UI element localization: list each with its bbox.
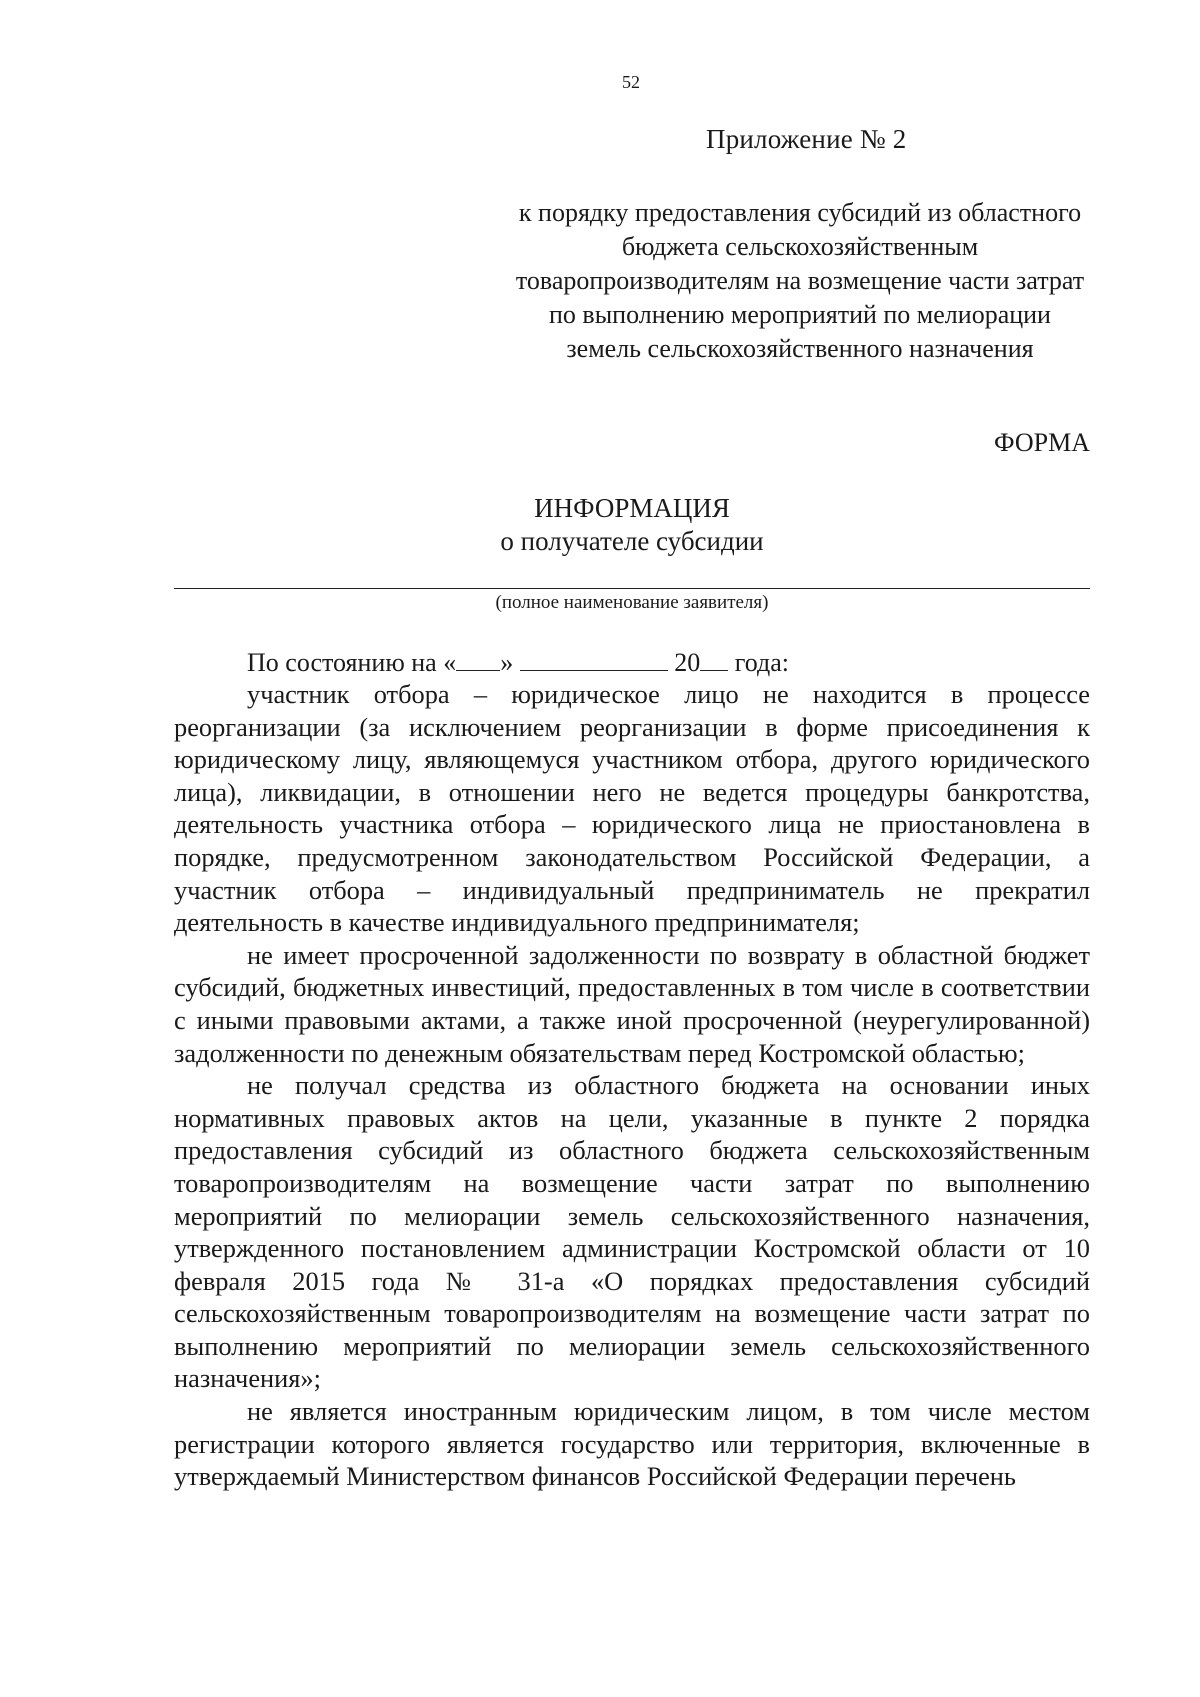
- heading-title: ИНФОРМАЦИЯ: [534, 493, 730, 523]
- applicant-name-caption: (полное наименование заявителя): [495, 592, 769, 613]
- day-blank: [456, 648, 500, 671]
- paragraph: участник отбора – юридическое лицо не находится в процессе реорганизации (за исключением реорганизации в форме присоединения к юридическому лицу, являющемуся участником отбора, другого юридического лица), ликвидации, в отношении него не ведется процедуры банкротства, деятельность участника отбора – юридического лица не приостановлена в порядке, предусмотренном законодательством Российской Федерации, а участник отбора – индивидуальный предприниматель не прекратил деятельность в качестве индивидуального предпринимателя;: [174, 679, 1090, 938]
- paragraph: не имеет просроченной задолженности по возврату в областной бюджет субсидий, бюджетных инвестиций, предоставленных в том числе в соответствии с иными правовыми актами, а также иной просроченной (неурегулированной) задолженности по денежным обязательствам перед Костромской областью;: [174, 939, 1090, 1068]
- heading-subtitle: о получателе субсидии: [500, 526, 764, 556]
- applicant-name-line: [174, 588, 1090, 589]
- as-of-date-line: [247, 648, 789, 678]
- paragraph: не является иностранным юридическим лицом, в том числе местом регистрации которого является государство или территория, включенные в утверждаемый Министерством финансов Российской Федерации перечень: [174, 1396, 1090, 1492]
- form-label: ФОРМА: [994, 428, 1090, 457]
- page-number: 52: [622, 72, 640, 92]
- year-blank: [700, 648, 728, 671]
- year-prefix: 20: [674, 648, 701, 677]
- month-blank: [520, 648, 668, 671]
- appendix-subtitle: к порядку предоставления субсидий из областного бюджета сельскохозяйственным товаропроизводителям на возмещение части затрат по выполнению мероприятий по мелиорации земель сельскохозяйственного назначения: [515, 198, 1085, 363]
- as-of-quote-close: »: [500, 648, 514, 677]
- paragraph: не получал средства из областного бюджета на основании иных нормативных правовых актов на цели, указанные в пункте 2 порядка предоставления субсидий из областного бюджета сельскохозяйственным товаропроизводителям на возмещение части затрат по выполнению мероприятий по мелиорации земель сельскохозяйственного назначения, утвержденного постановлением администрации Костромской области от 10 февраля 2015 года № 31-а «О порядках предоставления субсидий сельскохозяйственным товаропроизводителям на возмещение части затрат по выполнению мероприятий по мелиорации земель сельскохозяйственного назначения»;: [174, 1070, 1090, 1394]
- body-text: [174, 678, 1090, 1493]
- appendix-title: Приложение № 2: [706, 124, 907, 154]
- as-of-suffix: года:: [734, 648, 789, 677]
- as-of-prefix: По состоянию на «: [247, 648, 457, 677]
- document-heading: [174, 492, 1090, 558]
